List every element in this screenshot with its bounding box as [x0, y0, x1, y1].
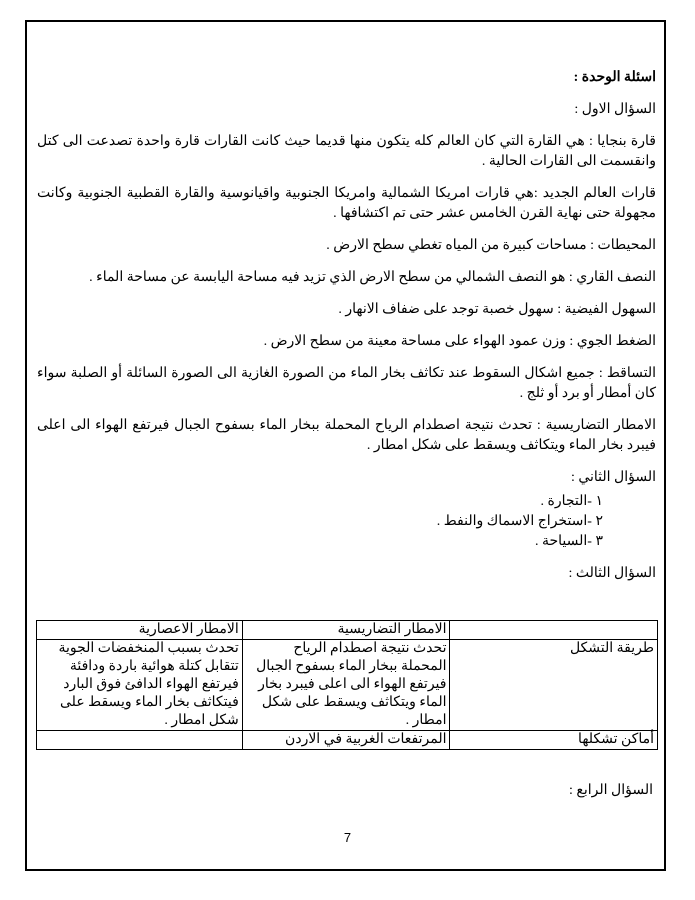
row-label-locations: أماكن تشكلها [450, 731, 658, 750]
definition-air-pressure: الضغط الجوي : وزن عمود الهواء على مساحة معينة من سطح الارض . [263, 334, 656, 349]
definition-oceans: المحيطات : مساحات كبيرة من المياه تغطي سطح الارض . [326, 238, 656, 253]
unit-questions-title: اسئلة الوحدة : [573, 70, 656, 85]
definition-pangaea: قارة بنجايا : هي القارة التي كان العالم كله يتكون منها قديما حيث كانت القارات قارة واحدة تصدعت الى كتل وانقسمت الى القارات الحالية . [37, 134, 656, 169]
definition-orographic-rain: الامطار التضاريسية : تحدث نتيجة اصطدام الرياح المحملة ببخار الماء بسفوح الجبال فيرتفع الهواء الى اعلى فيبرد بخار الماء ويتكاثف ويسقط على شكل امطار . [37, 418, 656, 453]
q2-list [37, 492, 603, 552]
row-label-formation: طريقة التشكل [450, 640, 658, 731]
list-item: ٢ -استخراج الاسماك والنفط . [436, 514, 603, 529]
q4-heading: السؤال الرابع : [569, 783, 653, 798]
definition-precipitation: التساقط : جميع اشكال السقوط عند تكاثف بخار الماء من الصورة الغازية الى الصورة السائلة أو الصلبة سواء كان أمطار أو برد أو ثلج . [37, 366, 656, 401]
list-item: ٣ -السياحة . [535, 534, 603, 549]
cell-cyclonic-locations [37, 731, 243, 750]
table-row [37, 640, 658, 731]
rain-comparison-table [36, 620, 658, 750]
cell-cyclonic-formation: تحدث بسبب المنخفضات الجوية تتقابل كتلة هوائية باردة ودافئة فيرتفع الهواء الدافئ فوق البارد فيتكاثف بخار الماء ويسقط على شكل امطار . [37, 640, 243, 731]
column-header-orographic: الامطار التضاريسية [242, 621, 450, 640]
definition-floodplains: السهول الفيضية : سهول خصبة توجد على ضفاف الانهار . [338, 302, 656, 317]
q3-heading: السؤال الثالث : [568, 566, 656, 581]
table-corner-cell [450, 621, 658, 640]
table-row [37, 731, 658, 750]
answer-content [37, 68, 656, 584]
definition-new-world: قارات العالم الجديد :هي قارات امريكا الشمالية وامريكا الجنوبية واقيانوسية والقارة القطبية الجنوبية وكانت مجهولة حتى نهاية القرن الخامس عشر حتى تم اكتشافها . [37, 186, 656, 221]
q2-heading: السؤال الثاني : [570, 470, 656, 485]
cell-orographic-locations: المرتفعات الغربية في الاردن [242, 731, 450, 750]
column-header-cyclonic: الامطار الاعصارية [37, 621, 243, 640]
table-header-row [37, 621, 658, 640]
page-number: 7 [343, 830, 352, 845]
list-item: ١ -التجارة . [540, 494, 603, 509]
cell-orographic-formation: تحدث نتيجة اصطدام الرياح المحملة ببخار الماء بسفوح الجبال فيرتفع الهواء الى اعلى فيبرد بخار الماء ويتكاثف ويسقط على شكل امطار . [242, 640, 450, 731]
q1-heading: السؤال الاول : [574, 102, 656, 117]
definition-land-hemisphere: النصف القاري : هو النصف الشمالي من سطح الارض الذي تزيد فيه مساحة اليابسة عن مساحة الماء . [89, 270, 656, 285]
